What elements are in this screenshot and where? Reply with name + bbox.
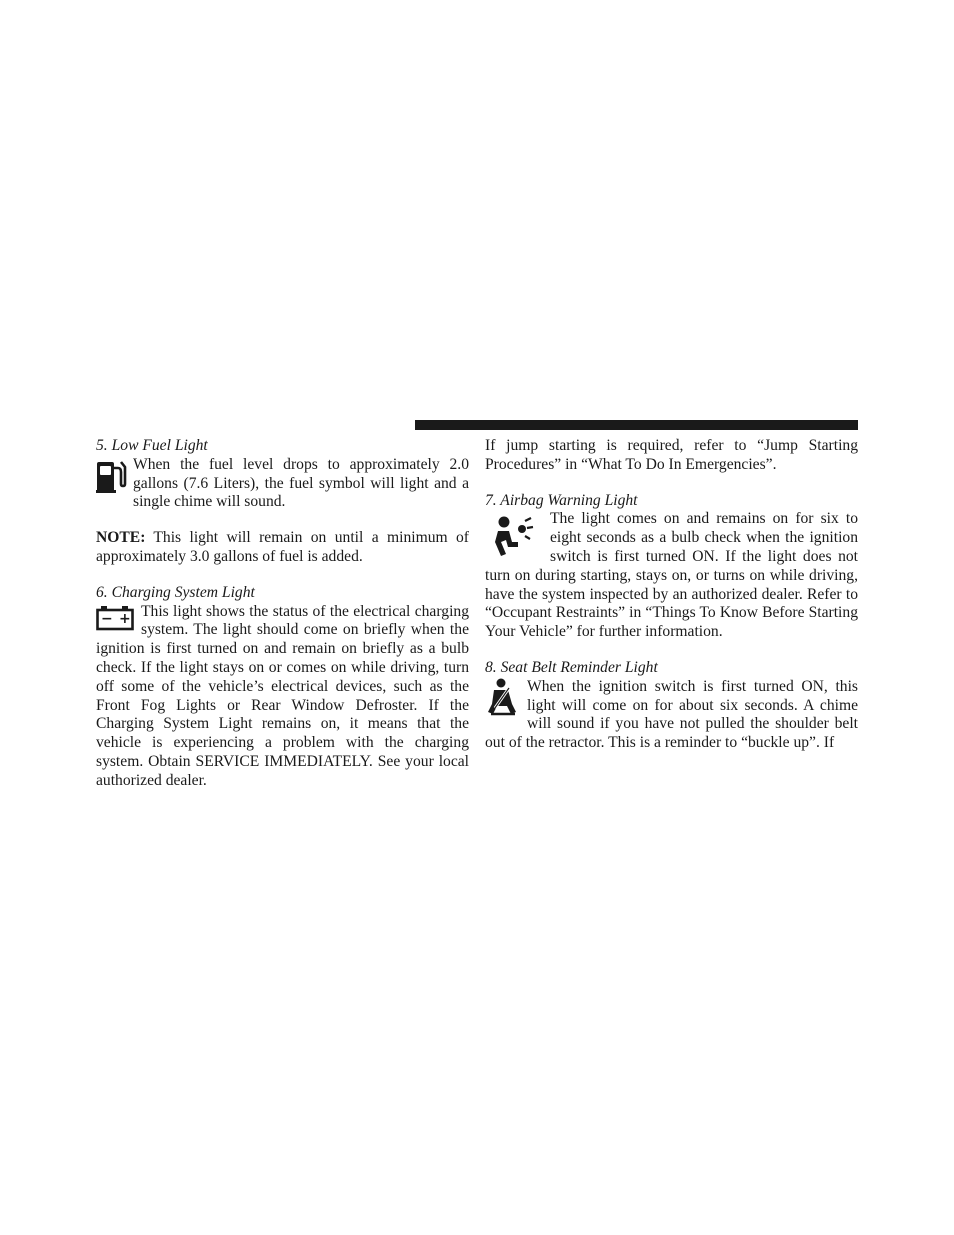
airbag-text: The light comes on and remains on for six to eight seconds as a bulb check when the ignition switch is first turned ON. If the light does not turn on during starting, stays on, or turns on while driving, have the system inspected by an authorized dealer. Refer to “Occupant Restraints” in “Things To Know Before Starting Your Vehicle” for further information. (485, 510, 858, 641)
seatbelt-icon (485, 678, 527, 718)
header-rule (415, 420, 858, 430)
airbag-heading: 7. Airbag Warning Light (485, 491, 638, 509)
battery-plus-sign: + (119, 610, 131, 627)
airbag-icon (485, 510, 550, 566)
airbag-section (485, 484, 858, 642)
charging-section (96, 576, 469, 791)
left-column (96, 437, 469, 800)
note-label: NOTE: (96, 529, 146, 547)
right-column (485, 437, 858, 762)
fuel-pump-icon (96, 458, 133, 498)
note-block (96, 521, 469, 567)
seatbelt-heading: 8. Seat Belt Reminder Light (485, 658, 658, 676)
jump-start-section (485, 437, 858, 475)
charging-heading: 6. Charging System Light (96, 583, 255, 601)
charging-text: This light shows the status of the electrical charging system. The light should come on briefly when the ignition is first turned on and remain on briefly as a bulb check. If the light stays on or comes on while driving, turn off some of the vehicle’s electrical devices, such as the Front Fog Lights or Rear Window Defroster. If the Charging System Light remains on, it means that the vehicle is experiencing a problem with the charging system. Obtain SERVICE IMMEDIATELY. See your local authorized dealer. (96, 602, 469, 789)
seatbelt-text: When the ignition switch is first turned ON, this light will come on for about six seconds. A chime will sound if you have not pulled the shoulder belt out of the retractor. This is a reminder to “buckle up”. If (485, 677, 858, 752)
low-fuel-section (96, 437, 469, 512)
battery-icon (96, 605, 141, 635)
jump-start-text: If jump starting is required, refer to “Jump Starting Procedures” in “What To Do In Emergencies”. (485, 437, 858, 473)
seatbelt-section (485, 651, 858, 753)
battery-minus-sign: − (101, 610, 113, 627)
low-fuel-heading: 5. Low Fuel Light (96, 437, 208, 454)
low-fuel-text: When the fuel level drops to approximately 2.0 gallons (7.6 Liters), the fuel symbol will light and a single chime will sound. (133, 455, 469, 511)
note-text: This light will remain on until a minimum of approximately 3.0 gallons of fuel is added. (96, 529, 469, 565)
